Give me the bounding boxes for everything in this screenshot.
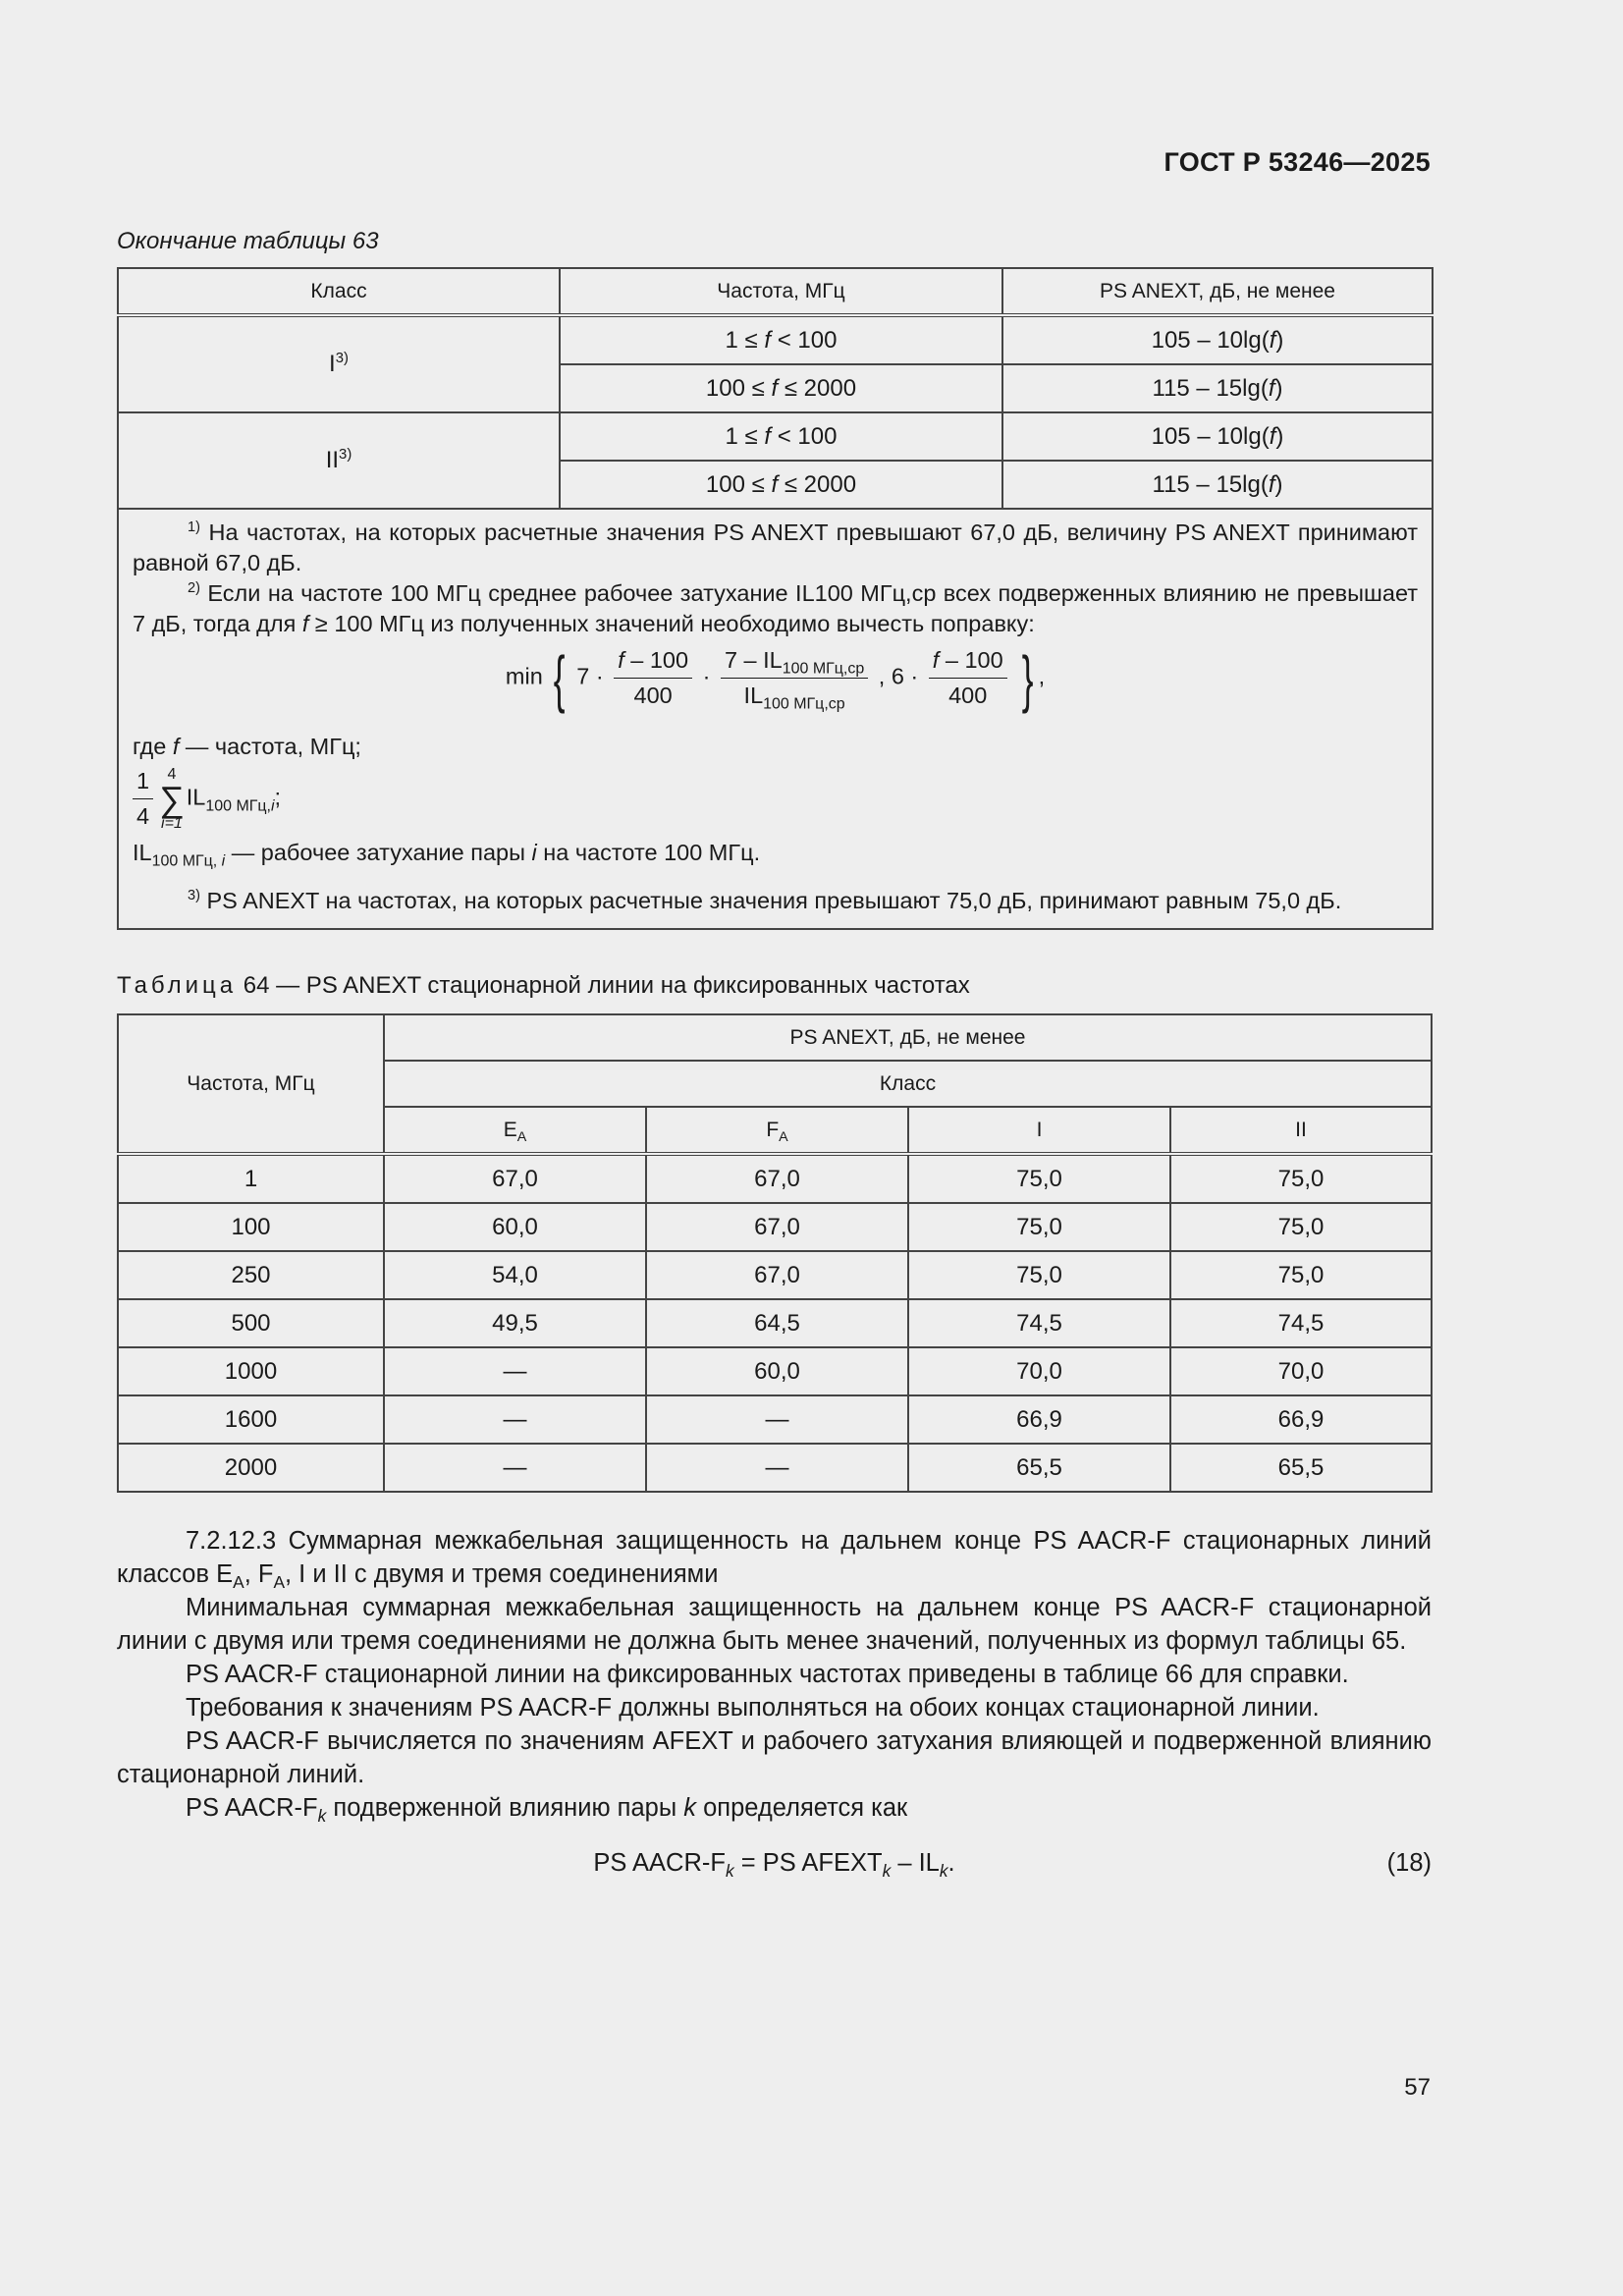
paragraph: PS AACR-F стационарной линии на фиксированных частотах приведены в таблице 66 для справки. (186, 1661, 1349, 1688)
table64-header-row-1 (118, 1014, 1432, 1061)
table-cell: 1 (118, 1154, 384, 1203)
table-row (118, 412, 1433, 461)
table-cell: 75,0 (908, 1203, 1170, 1251)
table-row (118, 1444, 1432, 1492)
table-cell: 74,5 (908, 1299, 1170, 1347)
note-3: $^{3)}$ PS ANEXT на частотах, на которых расчетные значения превышают 75,0 дБ, принимают равным 75,0 дБ. (188, 888, 1342, 913)
table-cell: — (384, 1444, 646, 1492)
fraction: $\frac{f - 100}{400}$ (929, 645, 1007, 711)
fraction: $\frac{1}{4}$ (133, 766, 153, 832)
table-cell: 75,0 (908, 1154, 1170, 1203)
table-cell: 65,5 (1170, 1444, 1432, 1492)
table-cell: 75,0 (908, 1251, 1170, 1299)
right-brace: } (1021, 642, 1034, 714)
table-cell: 67,0 (384, 1154, 646, 1203)
table-cell: 75,0 (1170, 1203, 1432, 1251)
table64-col-freq: Частота, МГц (118, 1014, 384, 1154)
il-definition: $IL_{100 МГц, i}$ — рабочее затухание пары i на частоте 100 МГц. (133, 840, 761, 870)
class-fa-header: $F_A$ (646, 1107, 908, 1154)
table-cell: 70,0 (908, 1347, 1170, 1395)
table-cell: 67,0 (646, 1154, 908, 1203)
equation-number: (18) (1386, 1849, 1432, 1877)
section-text (117, 1524, 1432, 1901)
table-cell: 65,5 (908, 1444, 1170, 1492)
table-cell: — (384, 1347, 646, 1395)
table-row (118, 1395, 1432, 1444)
note-2: $^{2)}$ Если на частоте 100 МГц среднее рабочее затухание IL100 МГц,ср всех подверженных влиянию не превышает 7 дБ, тогда для f ≥ 100 МГц из полученных значений необходимо вычесть поправку: (133, 580, 1419, 636)
class-i-header: I (908, 1107, 1170, 1154)
table64-caption: Таблица 64 — PS ANEXT стационарной линии на фиксированных частотах (117, 972, 970, 999)
table64-col-class: Класс (384, 1061, 1432, 1107)
table-cell: 75,0 (1170, 1154, 1432, 1203)
table-cell: 75,0 (1170, 1251, 1432, 1299)
table-row (118, 1299, 1432, 1347)
freq-cell: 100 ≤ f ≤ 2000 (560, 364, 1002, 412)
table-cell: 49,5 (384, 1299, 646, 1347)
left-brace: { (554, 642, 566, 714)
table-cell: 64,5 (646, 1299, 908, 1347)
table-cell: 1000 (118, 1347, 384, 1395)
table-row (118, 1154, 1432, 1203)
note-1: $^{1)}$ На частотах, на которых расчетные значения PS ANEXT превышают 67,0 дБ, величину PS ANEXT принимают равной 67,0 дБ. (133, 519, 1418, 575)
table63-col-psanext: PS ANEXT, дБ, не менее (1002, 268, 1433, 315)
table-cell: 67,0 (646, 1251, 908, 1299)
table-cell: 60,0 (646, 1347, 908, 1395)
table-cell: 70,0 (1170, 1347, 1432, 1395)
paragraph: Минимальная суммарная межкабельная защищенность на дальнем конце PS AACR-F стационарной линии с двумя или тремя соединениями не должна быть менее значений, полученных из формул таблицы 65. (117, 1594, 1432, 1655)
average-formula: $\frac{1}{4}$ 4 ∑ $i=1IL_{100 МГц,i}$; (133, 766, 1418, 832)
table-cell: 74,5 (1170, 1299, 1432, 1347)
value-cell: 105 – 10lg(f) (1002, 315, 1433, 364)
table63-col-freq: Частота, МГц (560, 268, 1002, 315)
table-cell: — (646, 1444, 908, 1492)
class-cell: $I^{3)}$ (118, 315, 560, 412)
table63-col-class: Класс (118, 268, 560, 315)
class-cell: II$^{3)}$ (118, 412, 560, 509)
freq-cell: 1 ≤ f < 100 (560, 412, 1002, 461)
table-row (118, 1347, 1432, 1395)
table-cell: — (384, 1395, 646, 1444)
table-row (118, 1203, 1432, 1251)
correction-formula: min { 7 · $\frac{f - 100}{400}$ · $\frac{7 - IL_{100 МГц,ср}}{IL_{100 МГц,ср}}$ , 6 · $\frac{f - 100}{400}$ } , (505, 642, 1046, 714)
table63-notes (118, 509, 1433, 929)
value-cell: 115 – 15lg(f) (1002, 461, 1433, 509)
table-cell: — (646, 1395, 908, 1444)
freq-cell: 1 ≤ f < 100 (560, 315, 1002, 364)
class-ea-header: $E_A$ (384, 1107, 646, 1154)
table-cell: 67,0 (646, 1203, 908, 1251)
table-cell: 500 (118, 1299, 384, 1347)
sum-symbol: 4 ∑ i=1 (159, 765, 185, 832)
table-63 (117, 267, 1434, 930)
table-cell: 250 (118, 1251, 384, 1299)
table-cell: 60,0 (384, 1203, 646, 1251)
table-cell: 66,9 (908, 1395, 1170, 1444)
paragraph: PS AACR-$F_k$ подверженной влиянию пары k определяется как (186, 1794, 908, 1827)
paragraph: PS AACR-F вычисляется по значениям AFEXT и рабочего затухания влияющей и подверженной влиянию стационарной линий. (117, 1727, 1432, 1788)
value-cell: 115 – 15lg(f) (1002, 364, 1433, 412)
table63-caption: Окончание таблицы 63 (117, 228, 379, 254)
table64-col-psanext: PS ANEXT, дБ, не менее (384, 1014, 1432, 1061)
standard-header: ГОСТ Р 53246—2025 (1163, 147, 1431, 177)
table-64 (117, 1013, 1433, 1493)
equation-18 (117, 1840, 1432, 1901)
value-cell: 105 – 10lg(f) (1002, 412, 1433, 461)
paragraph: Требования к значениям PS AACR-F должны выполняться на обоих концах стационарной линии. (186, 1694, 1320, 1722)
fraction: $\frac{7 - IL_{100 МГц,ср}}{IL_{100 МГц,ср}}$ (721, 645, 868, 711)
table-cell: 54,0 (384, 1251, 646, 1299)
table-cell: 100 (118, 1203, 384, 1251)
table63-notes-row (118, 509, 1433, 929)
page-number: 57 (1404, 2074, 1431, 2101)
table-cell: 1600 (118, 1395, 384, 1444)
table-row (118, 1251, 1432, 1299)
section-heading: 7.2.12.3 Суммарная межкабельная защищенность на дальнем конце PS AACR-F стационарных линий классов $E_A$, $F_A$, I и II с двумя и тремя соединениями (117, 1527, 1432, 1593)
class-ii-header: II (1170, 1107, 1432, 1154)
freq-cell: 100 ≤ f ≤ 2000 (560, 461, 1002, 509)
fraction: $\frac{f - 100}{400}$ (614, 645, 692, 711)
table63-header-row (118, 268, 1433, 315)
where-line: где f — частота, МГц; (133, 734, 361, 759)
table-cell: 2000 (118, 1444, 384, 1492)
table-row (118, 315, 1433, 364)
equation-expression: PS AACR-$F_k$ = PS $AFEXT_k - IL_k$. (593, 1849, 955, 1882)
table-cell: 66,9 (1170, 1395, 1432, 1444)
